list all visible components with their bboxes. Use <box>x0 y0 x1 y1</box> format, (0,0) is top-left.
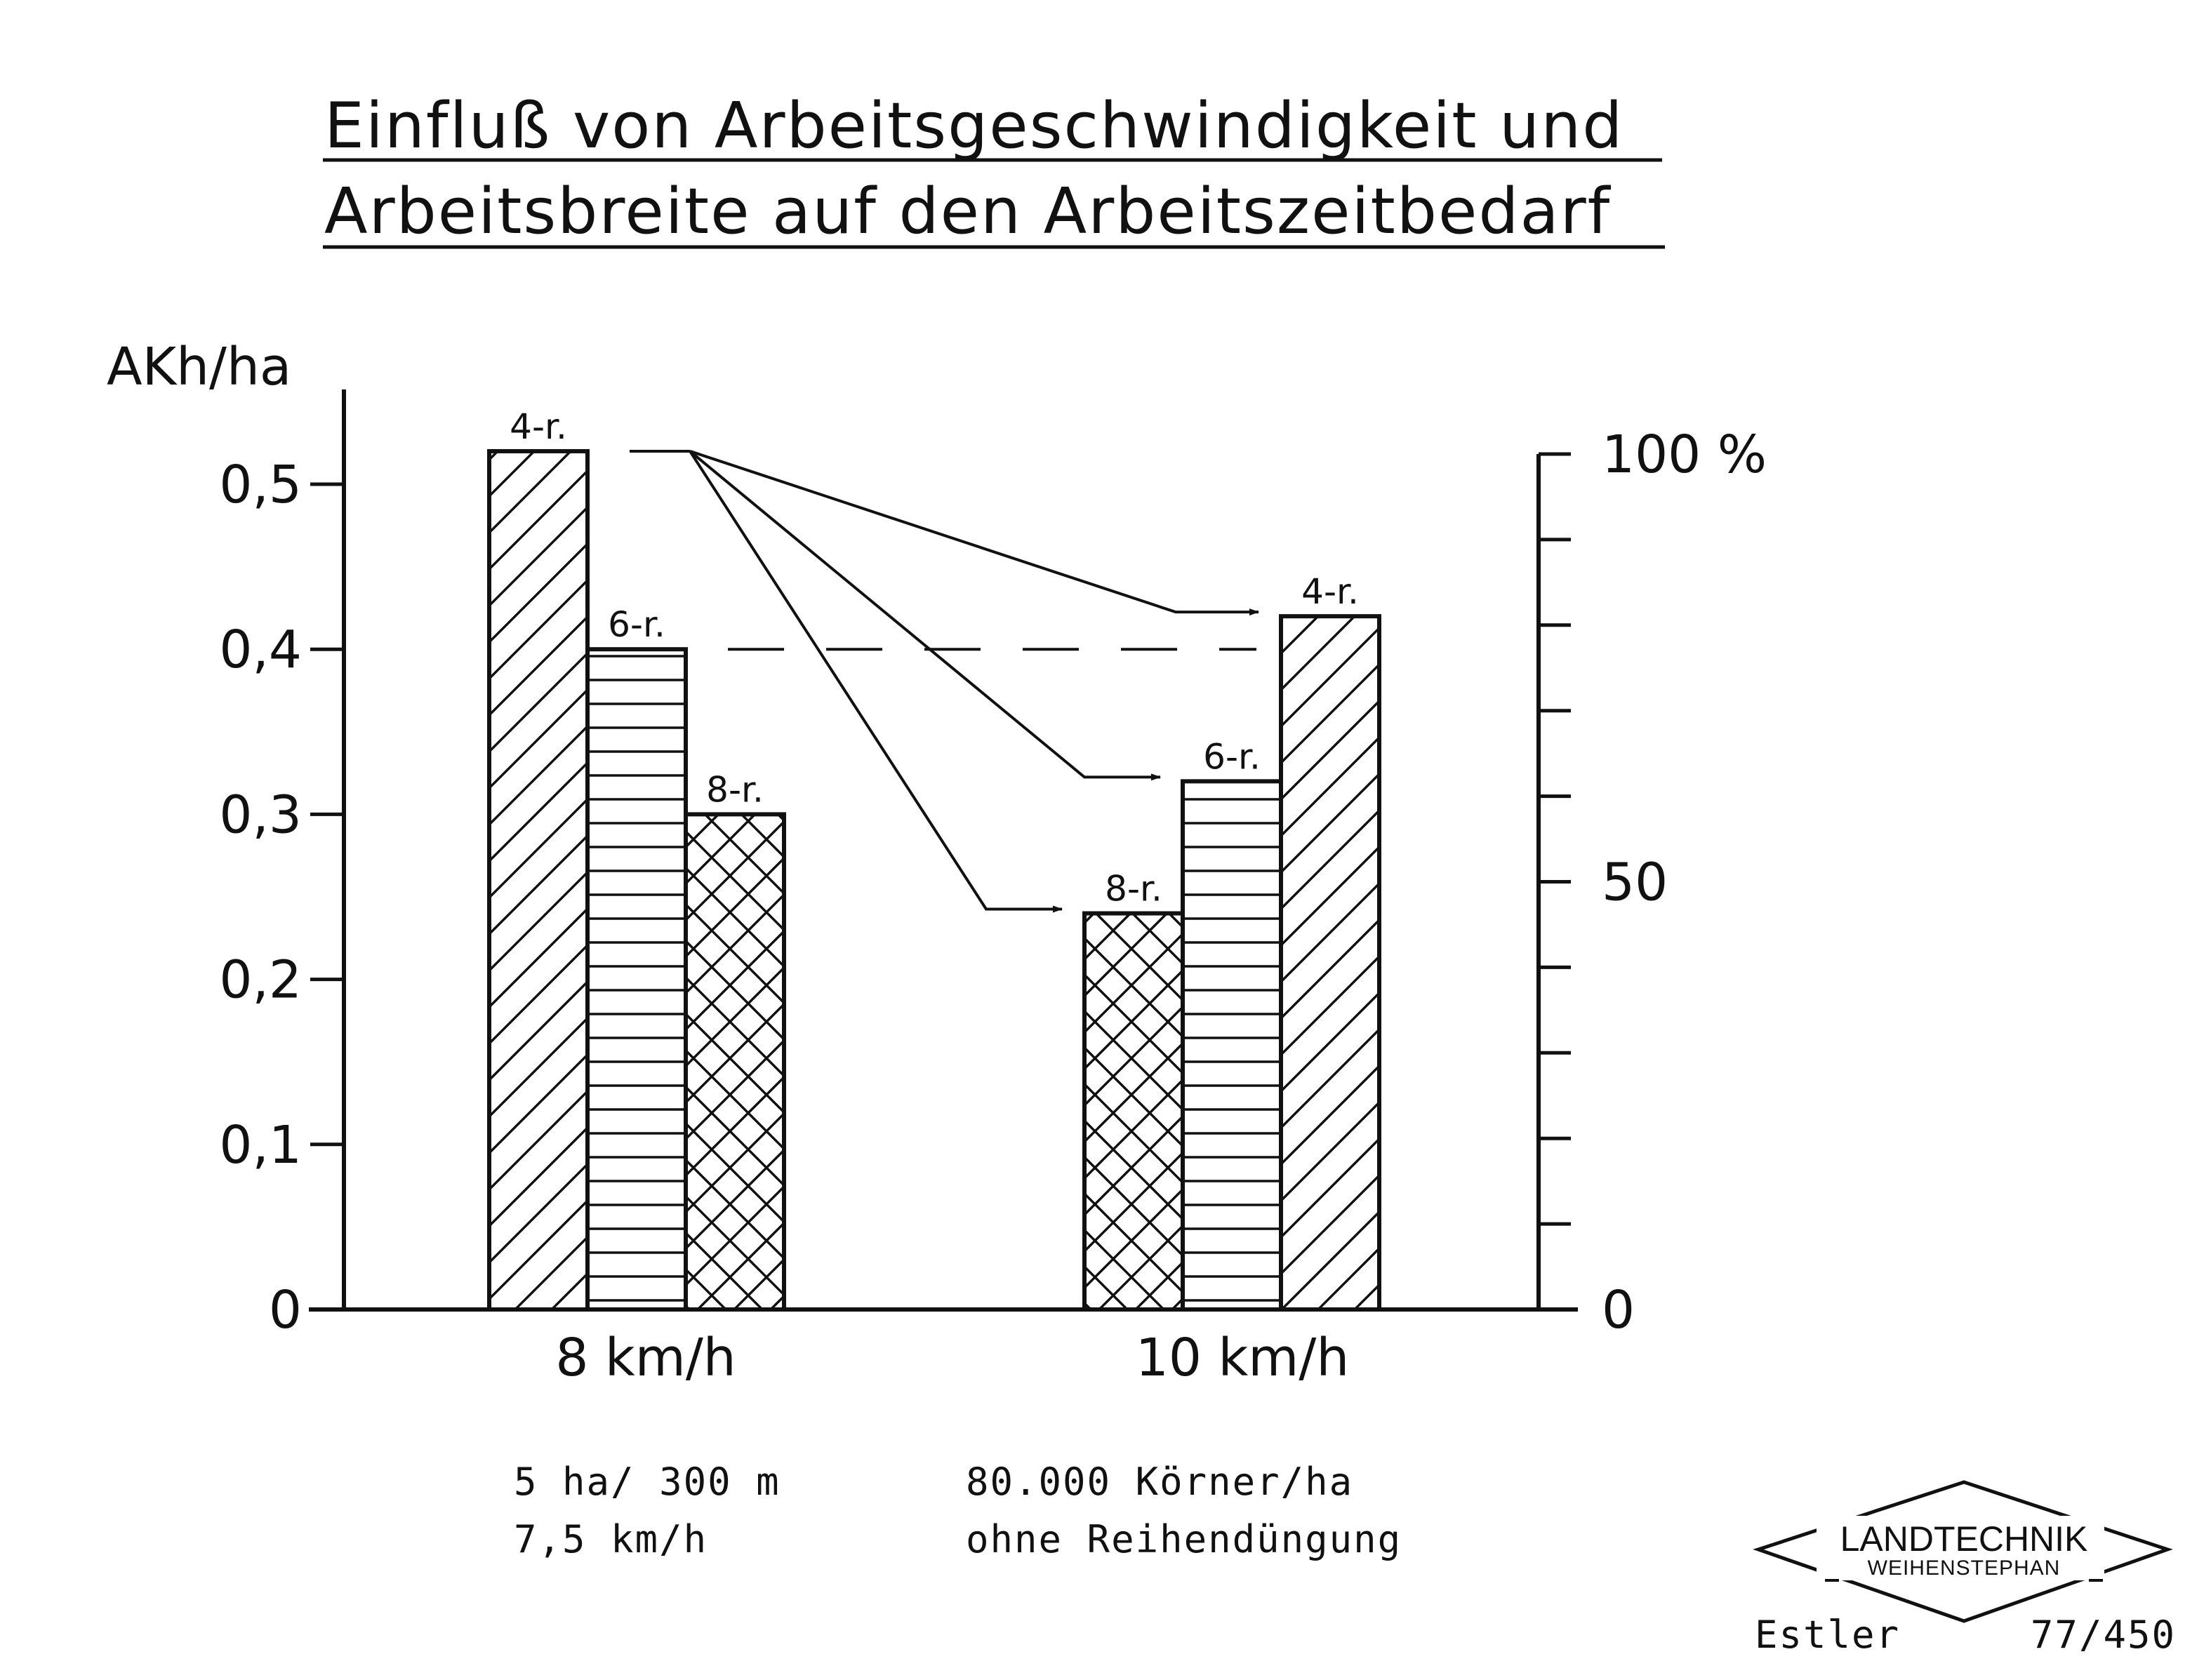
bar-1-2 <box>1281 616 1379 1309</box>
y-tick-label-4: 0,4 <box>219 620 302 681</box>
bar-0-0 <box>489 451 587 1309</box>
bar-label-0-2: 8-r. <box>706 769 764 811</box>
y2-axis-ticks <box>1539 425 1767 1340</box>
note-right-2: ohne Reihendüngung <box>966 1517 1402 1561</box>
note-left-1: 5 ha/ 300 m <box>514 1460 781 1504</box>
category-label-8kmh: 8 km/h <box>555 1328 736 1388</box>
bar-1-0 <box>1084 914 1183 1309</box>
y2-tick-label-2: 100 % <box>1602 425 1767 485</box>
bar-0-2 <box>686 814 784 1309</box>
bar-label-1-1: 6-r. <box>1203 736 1261 778</box>
arrow-1 <box>690 451 1160 777</box>
y-tick-label-2: 0,2 <box>219 949 302 1011</box>
chart-title-line-1: Einfluß von Arbeitsgeschwindigkeit und <box>324 89 1624 163</box>
landtechnik-logo <box>1758 1482 2167 1621</box>
y-axis-ticks <box>219 455 344 1340</box>
y-tick-label-3: 0,3 <box>219 785 302 846</box>
y2-tick-label-1: 50 <box>1602 852 1668 913</box>
logo-main-text: LANDTECHNIK <box>1840 1519 2088 1559</box>
bar-label-1-2: 4-r. <box>1301 571 1359 613</box>
y-axis-label: AKh/ha <box>107 337 292 397</box>
bar-1-1 <box>1183 781 1281 1309</box>
logo-sub-text: WEIHENSTEPHAN <box>1867 1556 2061 1580</box>
y-tick-label-5: 0,5 <box>219 455 302 515</box>
note-right-1: 80.000 Körner/ha <box>966 1460 1354 1504</box>
chart-title-line-2: Arbeitsbreite auf den Arbeitszeitbedarf <box>324 175 1612 248</box>
bar-label-0-1: 6-r. <box>608 604 665 646</box>
category-label-10kmh: 10 km/h <box>1135 1328 1350 1388</box>
bar-label-0-0: 4-r. <box>510 406 567 447</box>
note-left-2: 7,5 km/h <box>514 1517 708 1561</box>
y2-tick-label-0: 0 <box>1602 1280 1635 1340</box>
bar-label-1-0: 8-r. <box>1105 868 1162 909</box>
arrow-2 <box>690 451 1259 612</box>
y-tick-label-1: 0,1 <box>219 1114 302 1175</box>
footer-author: Estler <box>1755 1613 1901 1657</box>
bars <box>489 406 1379 1309</box>
bar-0-1 <box>587 649 686 1309</box>
y-tick-label-0: 0 <box>268 1280 302 1340</box>
footer-code: 77/450 <box>2030 1613 2176 1657</box>
